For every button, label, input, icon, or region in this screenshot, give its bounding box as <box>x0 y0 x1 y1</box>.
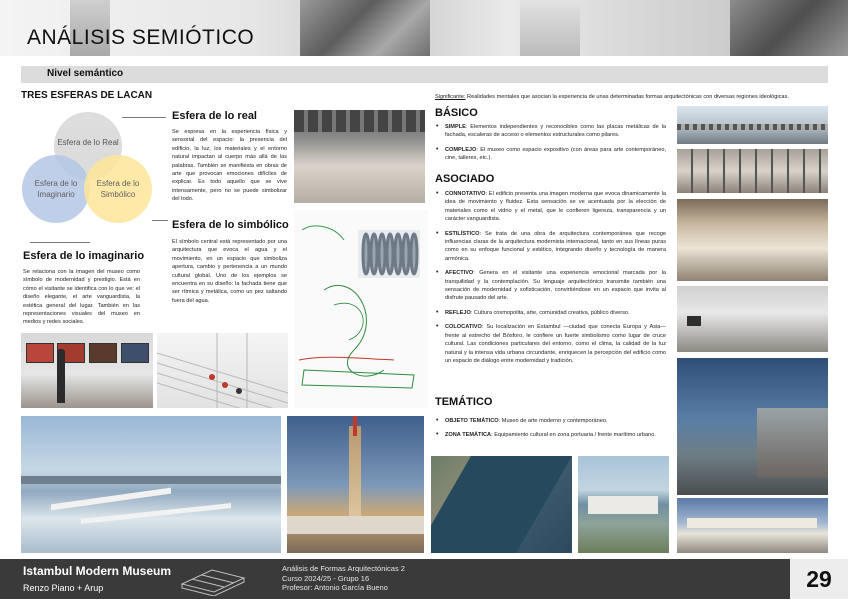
item-term: COLOCATIVO <box>445 324 482 331</box>
item-text: : Genera en el visitante una experiencia emocional marcada por la tranquilidad y la contemplación. Su lenguaje arquitectónico transmite también una sensación de modernidad y sofisticación, convirtiéndose en un espacio que invita al disfrute pausado del arte. <box>445 270 666 302</box>
item-text: : Museo de arte moderno y contemporáneo. <box>498 418 608 424</box>
item-text: : Equipamiento cultural en zona portuaria / frente marítimo urbano. <box>491 432 656 439</box>
list-item <box>435 146 666 163</box>
course-line: Profesor: Antonio García Bueno <box>282 583 388 592</box>
photo-building-dusk <box>677 498 828 553</box>
item-text: : Se trata de una obra de arquitectura contemporánea que recoge influencias claras de la arquitectura modernista internacional, tanto en sus líneas puras como en su enfoque funcional y estético, integrando diseño y tecnología de manera armónica. <box>445 230 666 262</box>
building-logo-icon <box>178 562 248 596</box>
item-text: : Cultura cosmopolita, arte, comunidad creativa, público diverso. <box>470 309 630 316</box>
item-text: : El edificio presenta una imagen moderna que evoca dinamicamente la idea de movimiento y fluidez. Esta sensación se ve acentuada por la elección de materiales como el vidrio y el metal, que le confieren ligereza, transparencia y un carácter vanguardista. <box>445 191 666 223</box>
photo-aerial-map <box>431 456 572 553</box>
header-photo <box>300 0 430 56</box>
item-text: : Elementos independientes y reconocibles como las placas metálicas de la fachada, escaleras de acceso o elementos estructurales como pilares. <box>445 124 666 139</box>
photo-staircase <box>157 333 288 408</box>
photo-ceiling-interior <box>677 199 828 281</box>
item-term: CONNOTATIVO <box>445 191 486 197</box>
photo-clocktower <box>287 416 424 553</box>
real-text: Se expresa en la experiencia física y sensorial del espacio: la presencia del edificio, la luz, los materiales y el entorno natural impactan al cuerpo más allá de las palabras. También se manifiesta en obras de arte que provocan emociones difíciles de explicar. Es todo aquello que se vive intensamente, pero no se puede simbolizar del todo. <box>172 129 287 203</box>
photo-night-promenade <box>677 358 828 495</box>
footer-course <box>282 564 405 593</box>
item-term: AFECTIVO <box>445 270 474 277</box>
significant-line <box>435 93 820 101</box>
item-term: REFLEJO <box>445 309 471 316</box>
thematic-title: TEMÁTICO <box>435 396 493 408</box>
symbolic-title: Esfera de lo simbólico <box>172 219 289 231</box>
significant-label: Significante: <box>435 94 466 100</box>
photo-waterfront-building <box>578 456 669 553</box>
photo-facade-exterior <box>677 106 828 144</box>
photo-visitor-gallery <box>21 333 153 408</box>
page-title: ANÁLISIS SEMIÓTICO <box>27 26 255 49</box>
imaginary-text: Se relaciona con la imagen del museo como símbolo de modernidad y prestigio. Está en cómo el visitante se identifica con lo que ve: el diseño elegante, el arte vanguardista, la estética general del lugar. También en las representaciones visuales del museo en medios y redes sociales. <box>23 269 140 326</box>
list-item <box>435 190 666 224</box>
lacan-heading: TRES ESFERAS DE LACAN <box>21 90 153 101</box>
footer <box>0 559 848 599</box>
significant-text: Realidades mentales que asocian la experiencia de unas determinadas formas arquitectónicas con diversas regiones ideológicas. <box>465 94 789 100</box>
circle-imaginary <box>22 155 90 223</box>
list-item <box>435 431 666 439</box>
item-term: COMPLEJO <box>445 146 477 153</box>
list-item <box>435 417 666 425</box>
photo-gallery-interior <box>294 110 425 203</box>
basic-title: BÁSICO <box>435 107 478 119</box>
symbolic-text: El símbolo central está representado por una arquitectura que evoca el agua y el movimiento, en un espacio que simboliza apertura, cambio y pertenencia a un mundo cultural global. Uno de los ejemplos se encuentra en su diseño: la fachada tiene que ser rítmica y metálica, como un pez saltando fuera del agua. <box>172 239 287 304</box>
item-term: SIMPLE <box>445 124 466 130</box>
arrow-line <box>30 242 90 243</box>
circle-symbolic-label: Esfera de lo Simbólico <box>96 179 140 199</box>
list-item <box>435 323 666 365</box>
item-term: OBJETO TEMÁTICO <box>445 418 499 424</box>
header-photo <box>730 0 848 56</box>
thematic-list <box>435 417 666 446</box>
arrow-line <box>152 220 168 221</box>
circle-imaginary-label: Esfera de lo Imaginario <box>34 179 78 199</box>
arrow-line <box>122 117 166 118</box>
section-bar <box>21 66 828 83</box>
photo-corridor <box>677 286 828 352</box>
course-line: Análisis de Formas Arquitectónicas 2 <box>282 564 405 573</box>
header-photo <box>520 0 580 56</box>
section-title: Nivel semántico <box>47 68 124 79</box>
imaginary-title: Esfera de lo imaginario <box>23 250 145 262</box>
circle-symbolic <box>84 155 152 223</box>
photo-facade-panels <box>677 149 828 193</box>
page-number: 29 <box>790 559 848 599</box>
basic-list <box>435 123 666 169</box>
list-item <box>435 269 666 303</box>
associated-title: ASOCIADO <box>435 173 495 185</box>
list-item <box>435 230 666 264</box>
item-text: : Su localización en Estambul —ciudad que conecta Europa y Asia— frente al estrecho del Bósforo, le confiere un fuerte simbolismo como lugar de cruce cultural. Las condiciones particulares del entorno, como el clima, la calidad de la luz natural y la intensa vida urbana circundante, enriquecen la percepción del edificio como un espacio de diálogo entre modernidad y tradición. <box>445 324 666 364</box>
footer-project: Istambul Modern Museum <box>23 564 172 578</box>
footer-authors: Renzo Piano + Arup <box>23 583 104 593</box>
course-line: Curso 2024/25 - Grupo 16 <box>282 573 370 583</box>
item-term: ZONA TEMÁTICA <box>445 432 492 439</box>
real-title: Esfera de lo real <box>172 110 257 122</box>
circle-real-label: Esfera de lo Real <box>57 138 119 147</box>
associated-list <box>435 190 666 371</box>
sketch-fish-facade <box>294 210 428 408</box>
item-term: ESTILÍSTICO <box>445 230 480 237</box>
item-text: : El museo como espacio expositivo (con áreas para arte contemporáneo, cine, talleres, etc.). <box>445 146 666 162</box>
list-item <box>435 123 666 140</box>
list-item <box>435 309 666 317</box>
photo-seafront-roof <box>21 416 281 553</box>
